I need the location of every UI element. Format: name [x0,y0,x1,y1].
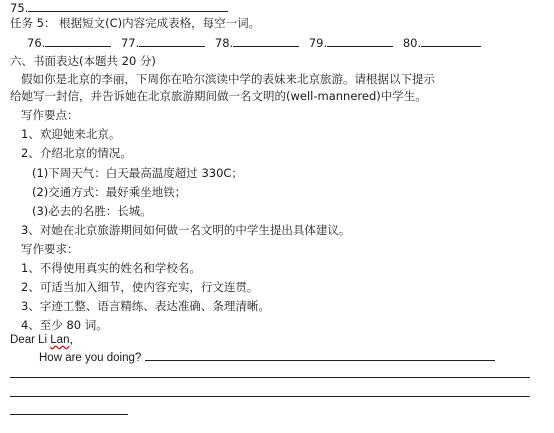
blank-77-label: 77. [120,36,140,50]
salutation-prefix: Dear Li [10,334,51,346]
requirement-4: 4、至少 80 词。 [21,318,108,332]
blank-76-label: 76. [27,36,46,50]
blank-80-label: 80. [402,36,422,50]
answer-blanks-row [27,35,481,51]
salutation-name: Lan [50,334,70,346]
requirement-1: 1、不得使用真实的姓名和学校名。 [21,261,201,275]
prompt-line-2: 给她写一封信，并告诉她在北京旅游期间做一名文明的(well-mannered)中学生。 [10,89,427,103]
sub-point-2: (2)交通方式：最好乘坐地铁； [32,185,187,199]
blank-77[interactable] [139,35,205,47]
point-2: 2、介绍北京的情况。 [21,146,132,160]
blank-79[interactable] [327,35,393,47]
requirement-2: 2、可适当加入细节，使内容充实，行文连贯。 [21,280,259,294]
greeting-blank[interactable] [145,349,495,361]
writing-line-3[interactable] [10,414,128,415]
point-1: 1、欢迎她来北京。 [21,127,121,141]
sub-point-3: (3)必去的名胜：长城。 [32,204,152,218]
points-title: 写作要点： [21,108,79,122]
blank-78[interactable] [233,35,299,47]
blank-79-label: 79. [308,36,328,50]
point-3: 3、对她在北京旅游期间如何做一名文明的中学生提出具体建议。 [21,223,351,237]
task5-instruction: 任务 5： 根据短文(C)内容完成表格，每空一词。 [10,16,261,30]
q75-line [10,0,228,16]
letter-salutation [10,333,81,348]
blank-76[interactable] [45,35,111,47]
section-title: 六、书面表达(本题共 20 分) [10,54,156,68]
requirement-3: 3、字迹工整、语言精练、表达准确、条理清晰。 [21,299,270,313]
blank-80[interactable] [421,35,481,47]
greeting-text: How are you doing? [39,352,142,364]
salutation-suffix: ， [69,334,81,346]
prompt-line-1: 假如你是北京的李丽，下周你在哈尔滨读中学的表妹来北京旅游。请根据以下提示 [21,72,435,86]
blank-78-label: 78. [214,36,234,50]
greeting-line [39,349,495,366]
writing-line-1[interactable] [10,377,530,378]
q75-number: 75. [10,1,29,15]
q75-blank[interactable] [28,0,228,12]
writing-line-2[interactable] [10,396,530,397]
sub-point-1: (1)下周天气：白天最高温度超过 330C； [32,166,243,180]
requirements-title: 写作要求： [21,242,79,256]
